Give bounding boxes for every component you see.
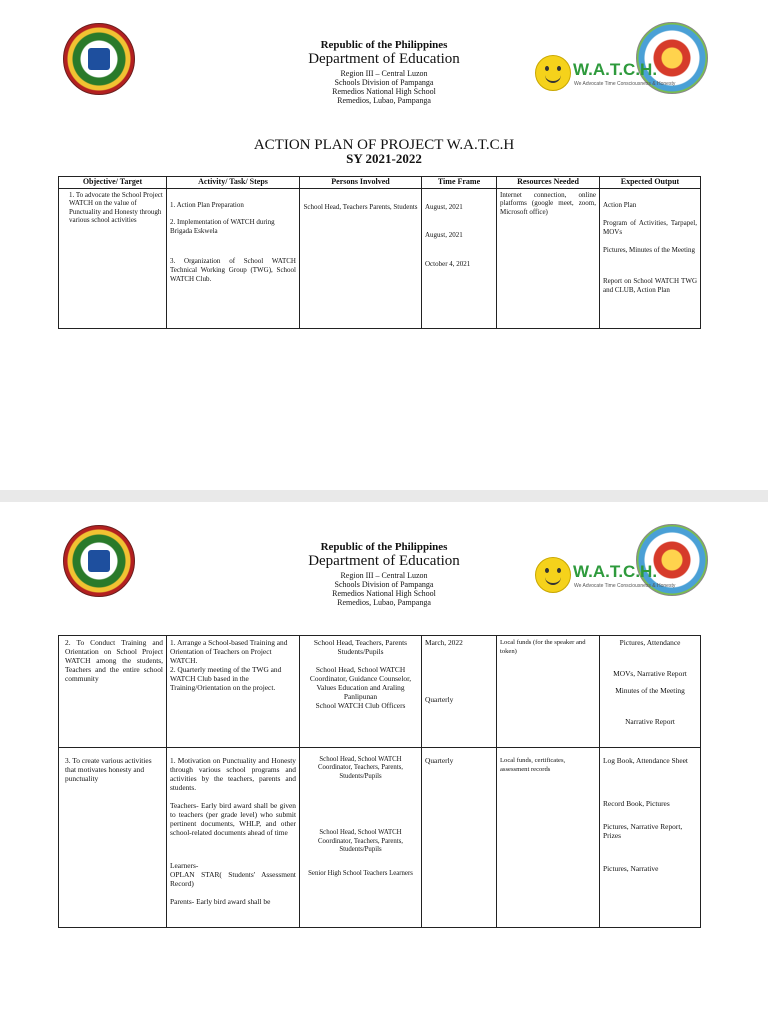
- school-year: SY 2021-2022: [346, 151, 422, 166]
- header-output: Expected Output: [600, 177, 701, 189]
- letterhead: [0, 0, 768, 105]
- output-item: Narrative Report: [625, 717, 675, 726]
- header-activity: Activity/ Task/ Steps: [167, 177, 300, 189]
- page-2: [0, 502, 768, 1024]
- activity-item: 2. Quarterly meeting of the TWG and WATCH Club based in the Training/Orientation on the project.: [170, 665, 282, 692]
- resources-cell: Internet connection, online platforms (google meet, zoom, Microsoft office): [497, 188, 600, 328]
- resources-cell: Local funds, certificates, assessment records: [497, 748, 600, 928]
- activity-item: Learners-: [170, 861, 199, 870]
- address-line: Remedios, Lubao, Pampanga: [337, 96, 431, 105]
- output-item: Record Book, Pictures: [603, 799, 670, 808]
- output-cell: [600, 188, 701, 328]
- table-row: [59, 636, 701, 748]
- page-1: [0, 0, 768, 490]
- persons-cell: [300, 636, 422, 748]
- output-item: Minutes of the Meeting: [615, 686, 685, 695]
- table-header-row: [59, 177, 701, 189]
- action-plan-table-1: [58, 176, 701, 329]
- region-line: Region III – Central Luzon: [340, 69, 428, 78]
- activity-item: 1. Arrange a School-based Training and Orientation of Teachers on Project WATCH.: [170, 638, 288, 665]
- objective-cell: 2. To Conduct Training and Orientation on School Project WATCH among the students, Teachers and the entire school community: [59, 636, 167, 748]
- header-time: Time Frame: [422, 177, 497, 189]
- objective-cell: 1. To advocate the School Project WATCH on the value of Punctuality and Honesty through various school activities: [59, 188, 167, 328]
- activity-cell: [167, 636, 300, 748]
- persons-item: School Head, School WATCH Coordinator, Teachers, Parents, Students/Pupils: [317, 756, 403, 780]
- activity-item: 2. Implementation of WATCH during Brigada Eskwela: [170, 218, 275, 235]
- watch-logo: W.A.T.C.H.: [573, 60, 658, 79]
- school-line: Remedios National High School: [332, 87, 436, 96]
- republic-heading: Republic of the Philippines: [320, 39, 448, 51]
- department-heading: Department of Education: [308, 51, 460, 67]
- address-line: Remedios, Lubao, Pampanga: [337, 598, 431, 607]
- time-item: October 4, 2021: [425, 259, 471, 268]
- output-item: Log Book, Attendance Sheet: [603, 756, 688, 765]
- activity-item: Teachers- Early bird award shall be given to teachers (per grade level) who submit pertinent documents, WHLP, and other school-related documents ahead of time: [170, 801, 296, 837]
- output-item: Pictures, Minutes of the Meeting: [603, 246, 695, 255]
- header-resources: Resources Needed: [497, 177, 600, 189]
- division-line: Schools Division of Pampanga: [334, 580, 434, 589]
- division-line: Schools Division of Pampanga: [334, 78, 434, 87]
- persons-cell: [300, 748, 422, 928]
- school-line: Remedios National High School: [332, 589, 436, 598]
- time-cell: Quarterly: [422, 748, 497, 928]
- time-cell: [422, 188, 497, 328]
- output-item: Program of Activities, Tarpapel, MOVs: [603, 219, 697, 236]
- activity-item: Parents- Early bird award shall be: [170, 897, 271, 906]
- persons-item: Senior High School Teachers Learners: [308, 870, 413, 878]
- output-item: Action Plan: [603, 200, 637, 209]
- output-item: Pictures, Attendance: [619, 638, 681, 647]
- activity-item: 1. Action Plan Preparation: [170, 200, 244, 209]
- persons-item: School Head, School WATCH Coordinator, Guidance Counselor, Values Education and Araling Panlipunan: [309, 665, 412, 701]
- persons-cell: School Head, Teachers Parents, Students: [300, 188, 422, 328]
- time-item: Quarterly: [425, 695, 454, 704]
- header-objective: Objective/ Target: [59, 177, 167, 189]
- activity-item: 1. Motivation on Punctuality and Honesty through various school programs and activities by the teachers, parents and students.: [170, 756, 296, 792]
- table-row: [59, 188, 701, 328]
- objective-cell: 3. To create various activities that motivates honesty and punctuality: [59, 748, 167, 928]
- plan-title: ACTION PLAN OF PROJECT W.A.T.C.H: [253, 137, 515, 153]
- letterhead: [0, 502, 768, 607]
- region-line: Region III – Central Luzon: [340, 571, 428, 580]
- output-item: Pictures, Narrative: [603, 864, 659, 873]
- resources-cell: Local funds (for the speaker and token): [497, 636, 600, 748]
- output-item: Report on School WATCH TWG and CLUB, Action Plan: [603, 276, 697, 294]
- time-item: March, 2022: [425, 638, 463, 647]
- output-cell: [600, 748, 701, 928]
- table-row: [59, 748, 701, 928]
- time-cell: [422, 636, 497, 748]
- output-cell: [600, 636, 701, 748]
- activity-cell: [167, 748, 300, 928]
- watch-logo: W.A.T.C.H.: [573, 562, 658, 581]
- department-heading: Department of Education: [308, 553, 460, 569]
- action-plan-table-2: [58, 635, 701, 928]
- activity-cell: [167, 188, 300, 328]
- output-item: MOVs, Narrative Report: [613, 669, 687, 678]
- time-item: August, 2021: [425, 202, 463, 211]
- activity-item: 3. Organization of School WATCH Technical Working Group (TWG), School WATCH Club.: [170, 257, 296, 283]
- header-persons: Persons Involved: [300, 177, 422, 189]
- watch-tagline: We Advocate Time Consciousness & Honesty: [574, 81, 676, 87]
- persons-item: School Head, School WATCH Coordinator, Teachers, Parents, Students/Pupils: [317, 829, 403, 854]
- republic-heading: Republic of the Philippines: [320, 541, 448, 553]
- persons-item: School WATCH Club Officers: [315, 701, 406, 710]
- output-item: Pictures, Narrative Report, Prizes: [603, 822, 683, 840]
- watch-tagline: We Advocate Time Consciousness & Honesty: [574, 583, 676, 589]
- persons-item: Students/Pupils: [337, 647, 384, 656]
- activity-item: OPLAN STAR( Students' Assessment Record): [170, 870, 296, 888]
- time-item: August, 2021: [425, 231, 463, 240]
- persons-item: School Head, Teachers, Parents: [313, 638, 408, 647]
